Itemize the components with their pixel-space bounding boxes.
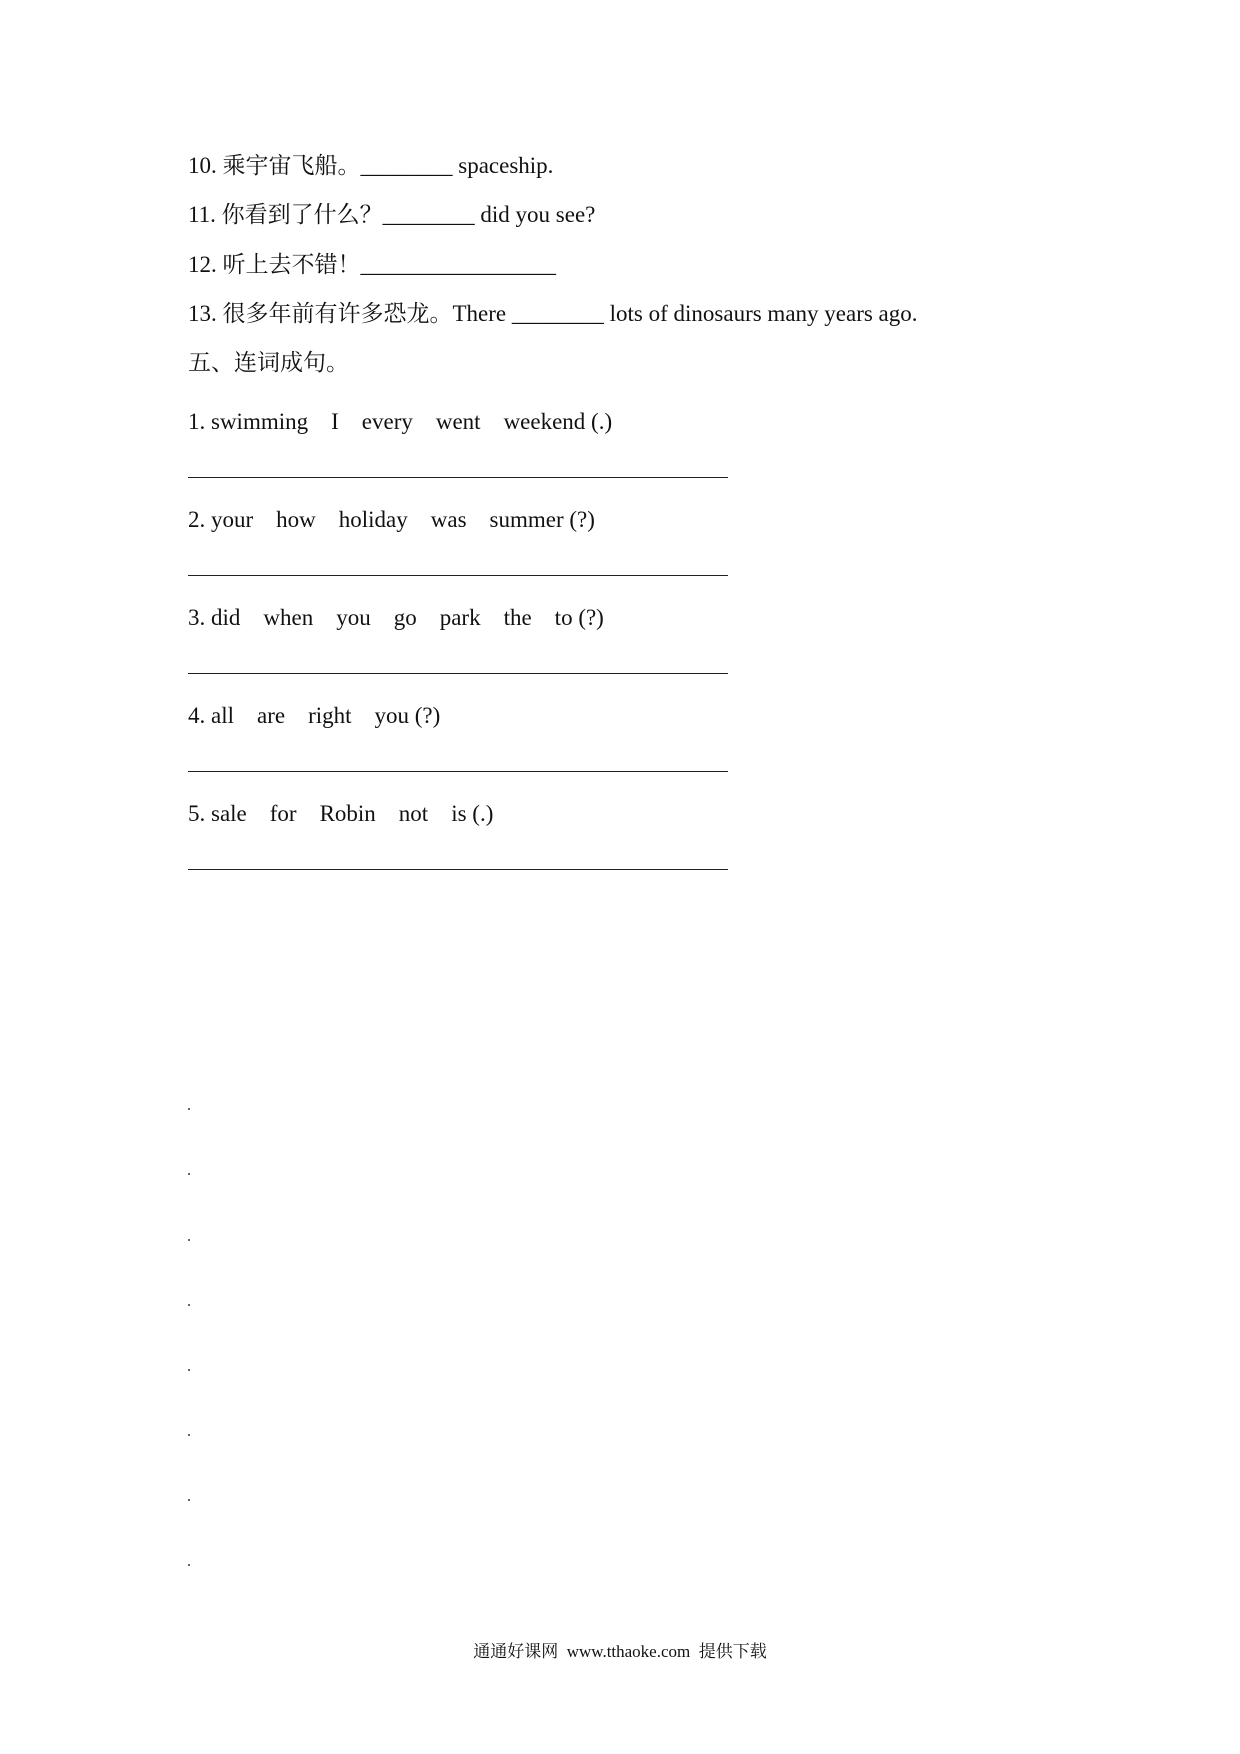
answer-line-5 (188, 869, 728, 870)
word-order-item-3: 3. did when you go park the to (?) (188, 605, 604, 630)
margin-dot (188, 1108, 190, 1110)
answer-line-1 (188, 477, 728, 478)
margin-dot (188, 1173, 190, 1175)
answer-line-4 (188, 771, 728, 772)
margin-dot (188, 1434, 190, 1436)
word-order-item-2: 2. your how holiday was summer (?) (188, 507, 595, 532)
margin-dot (188, 1304, 190, 1306)
section-five-heading: 五、连词成句。 (188, 350, 349, 375)
translation-item-13: 13. 很多年前有许多恐龙。There ________ lots of dinosaurs many years ago. (188, 301, 918, 326)
margin-dot (188, 1564, 190, 1566)
margin-dot (188, 1369, 190, 1371)
word-order-item-4: 4. all are right you (?) (188, 703, 441, 728)
margin-dot (188, 1499, 190, 1501)
word-order-item-1: 1. swimming I every went weekend (.) (188, 409, 613, 434)
translation-item-10: 10. 乘宇宙飞船。________ spaceship. (188, 153, 554, 178)
answer-line-3 (188, 673, 728, 674)
word-order-item-5: 5. sale for Robin not is (.) (188, 801, 494, 826)
page-footer: 通通好课网 www.tthaoke.com 提供下载 (473, 1642, 767, 1661)
translation-item-11: 11. 你看到了什么？________ did you see? (188, 202, 596, 227)
margin-dot (188, 1239, 190, 1241)
translation-item-12: 12. 听上去不错！_________________ (188, 252, 556, 277)
answer-line-2 (188, 575, 728, 576)
